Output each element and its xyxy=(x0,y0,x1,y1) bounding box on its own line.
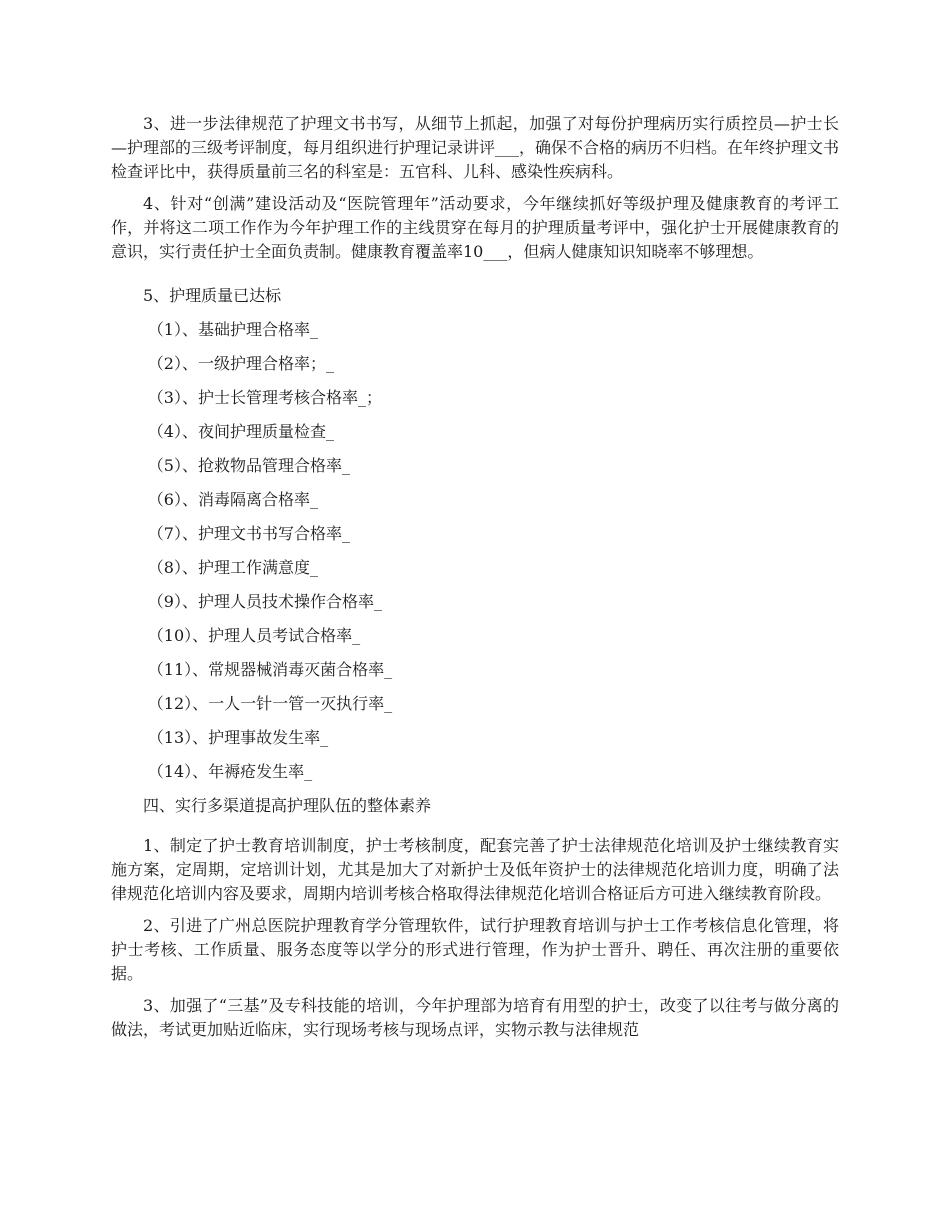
quality-list-item: （11）、常规器械消毒灭菌合格率_ xyxy=(147,660,393,679)
quality-list-item: （9）、护理人员技术操作合格率_ xyxy=(147,592,382,611)
paragraph-3-records: 3、进一步法律规范了护理文书书写，从细节上抓起，加强了对每份护理病历实行质控员—护士长—护理部的三级考评制度，每月组织进行护理记录讲评___，确保不合格的病历不归档。在年终护理文书检查评比中，获得质量前三名的科室是：五官科、儿科、感染性疾病科。 xyxy=(111,114,840,181)
paragraph-4-health-education: 4、针对“创满”建设活动及“医院管理年”活动要求，今年继续抓好等级护理及健康教育的考评工作，并将这二项工作作为今年护理工作的主线贯穿在每月的护理质量考评中，强化护士开展健康教育的意识，实行责任护士全面负责制。健康教育覆盖率10___，但病人健康知识知晓率不够理想。 xyxy=(111,194,839,261)
quality-list-item: （14）、年褥疮发生率_ xyxy=(147,762,313,781)
section4-paragraph-3: 3、加强了“三基”及专科技能的培训，今年护理部为培育有用型的护士，改变了以往考与做分离的做法，考试更加贴近临床，实行现场考核与现场点评，实物示教与法律规范 xyxy=(111,996,839,1039)
quality-list-item: （4）、夜间护理质量检查_ xyxy=(147,422,334,441)
section4-paragraph-2: 2、引进了广州总医院护理教育学分管理软件，试行护理教育培训与护士工作考核信息化管理，将护士考核、工作质量、服务态度等以学分的形式进行管理，作为护士晋升、聘任、再次注册的重要依据。 xyxy=(111,916,839,983)
quality-standards-list xyxy=(111,318,839,784)
section-heading-4: 四、实行多渠道提高护理队伍的整体素养 xyxy=(143,796,432,815)
quality-list-item: （6）、消毒隔离合格率_ xyxy=(147,490,318,509)
quality-list-item: （2）、一级护理合格率；_ xyxy=(147,354,334,373)
section4-paragraph-1: 1、制定了护士教育培训制度，护士考核制度，配套完善了护士法律规范化培训及护士继续教育实施方案，定周期，定培训计划，尤其是加大了对新护士及低年资护士的法律规范化培训力度，明确了法律规范化培训内容及要求，周期内培训考核合格取得法律规范化培训合格证后方可进入继续教育阶段。 xyxy=(111,836,839,903)
quality-list-item: （10）、护理人员考试合格率_ xyxy=(147,626,361,645)
quality-list-item: （7）、护理文书书写合格率_ xyxy=(147,524,350,543)
quality-list-item: （12）、一人一针一管一灭执行率_ xyxy=(147,694,393,713)
document-body xyxy=(111,112,839,1042)
quality-list-item: （1）、基础护理合格率_ xyxy=(147,320,318,339)
heading-quality-standards: 5、护理质量已达标 xyxy=(143,286,282,305)
quality-list-item: （8）、护理工作满意度_ xyxy=(147,558,318,577)
quality-list-item: （5）、抢救物品管理合格率_ xyxy=(147,456,350,475)
quality-list-item: （3）、护士长管理考核合格率_； xyxy=(147,388,382,407)
quality-list-item: （13）、护理事故发生率_ xyxy=(147,728,329,747)
